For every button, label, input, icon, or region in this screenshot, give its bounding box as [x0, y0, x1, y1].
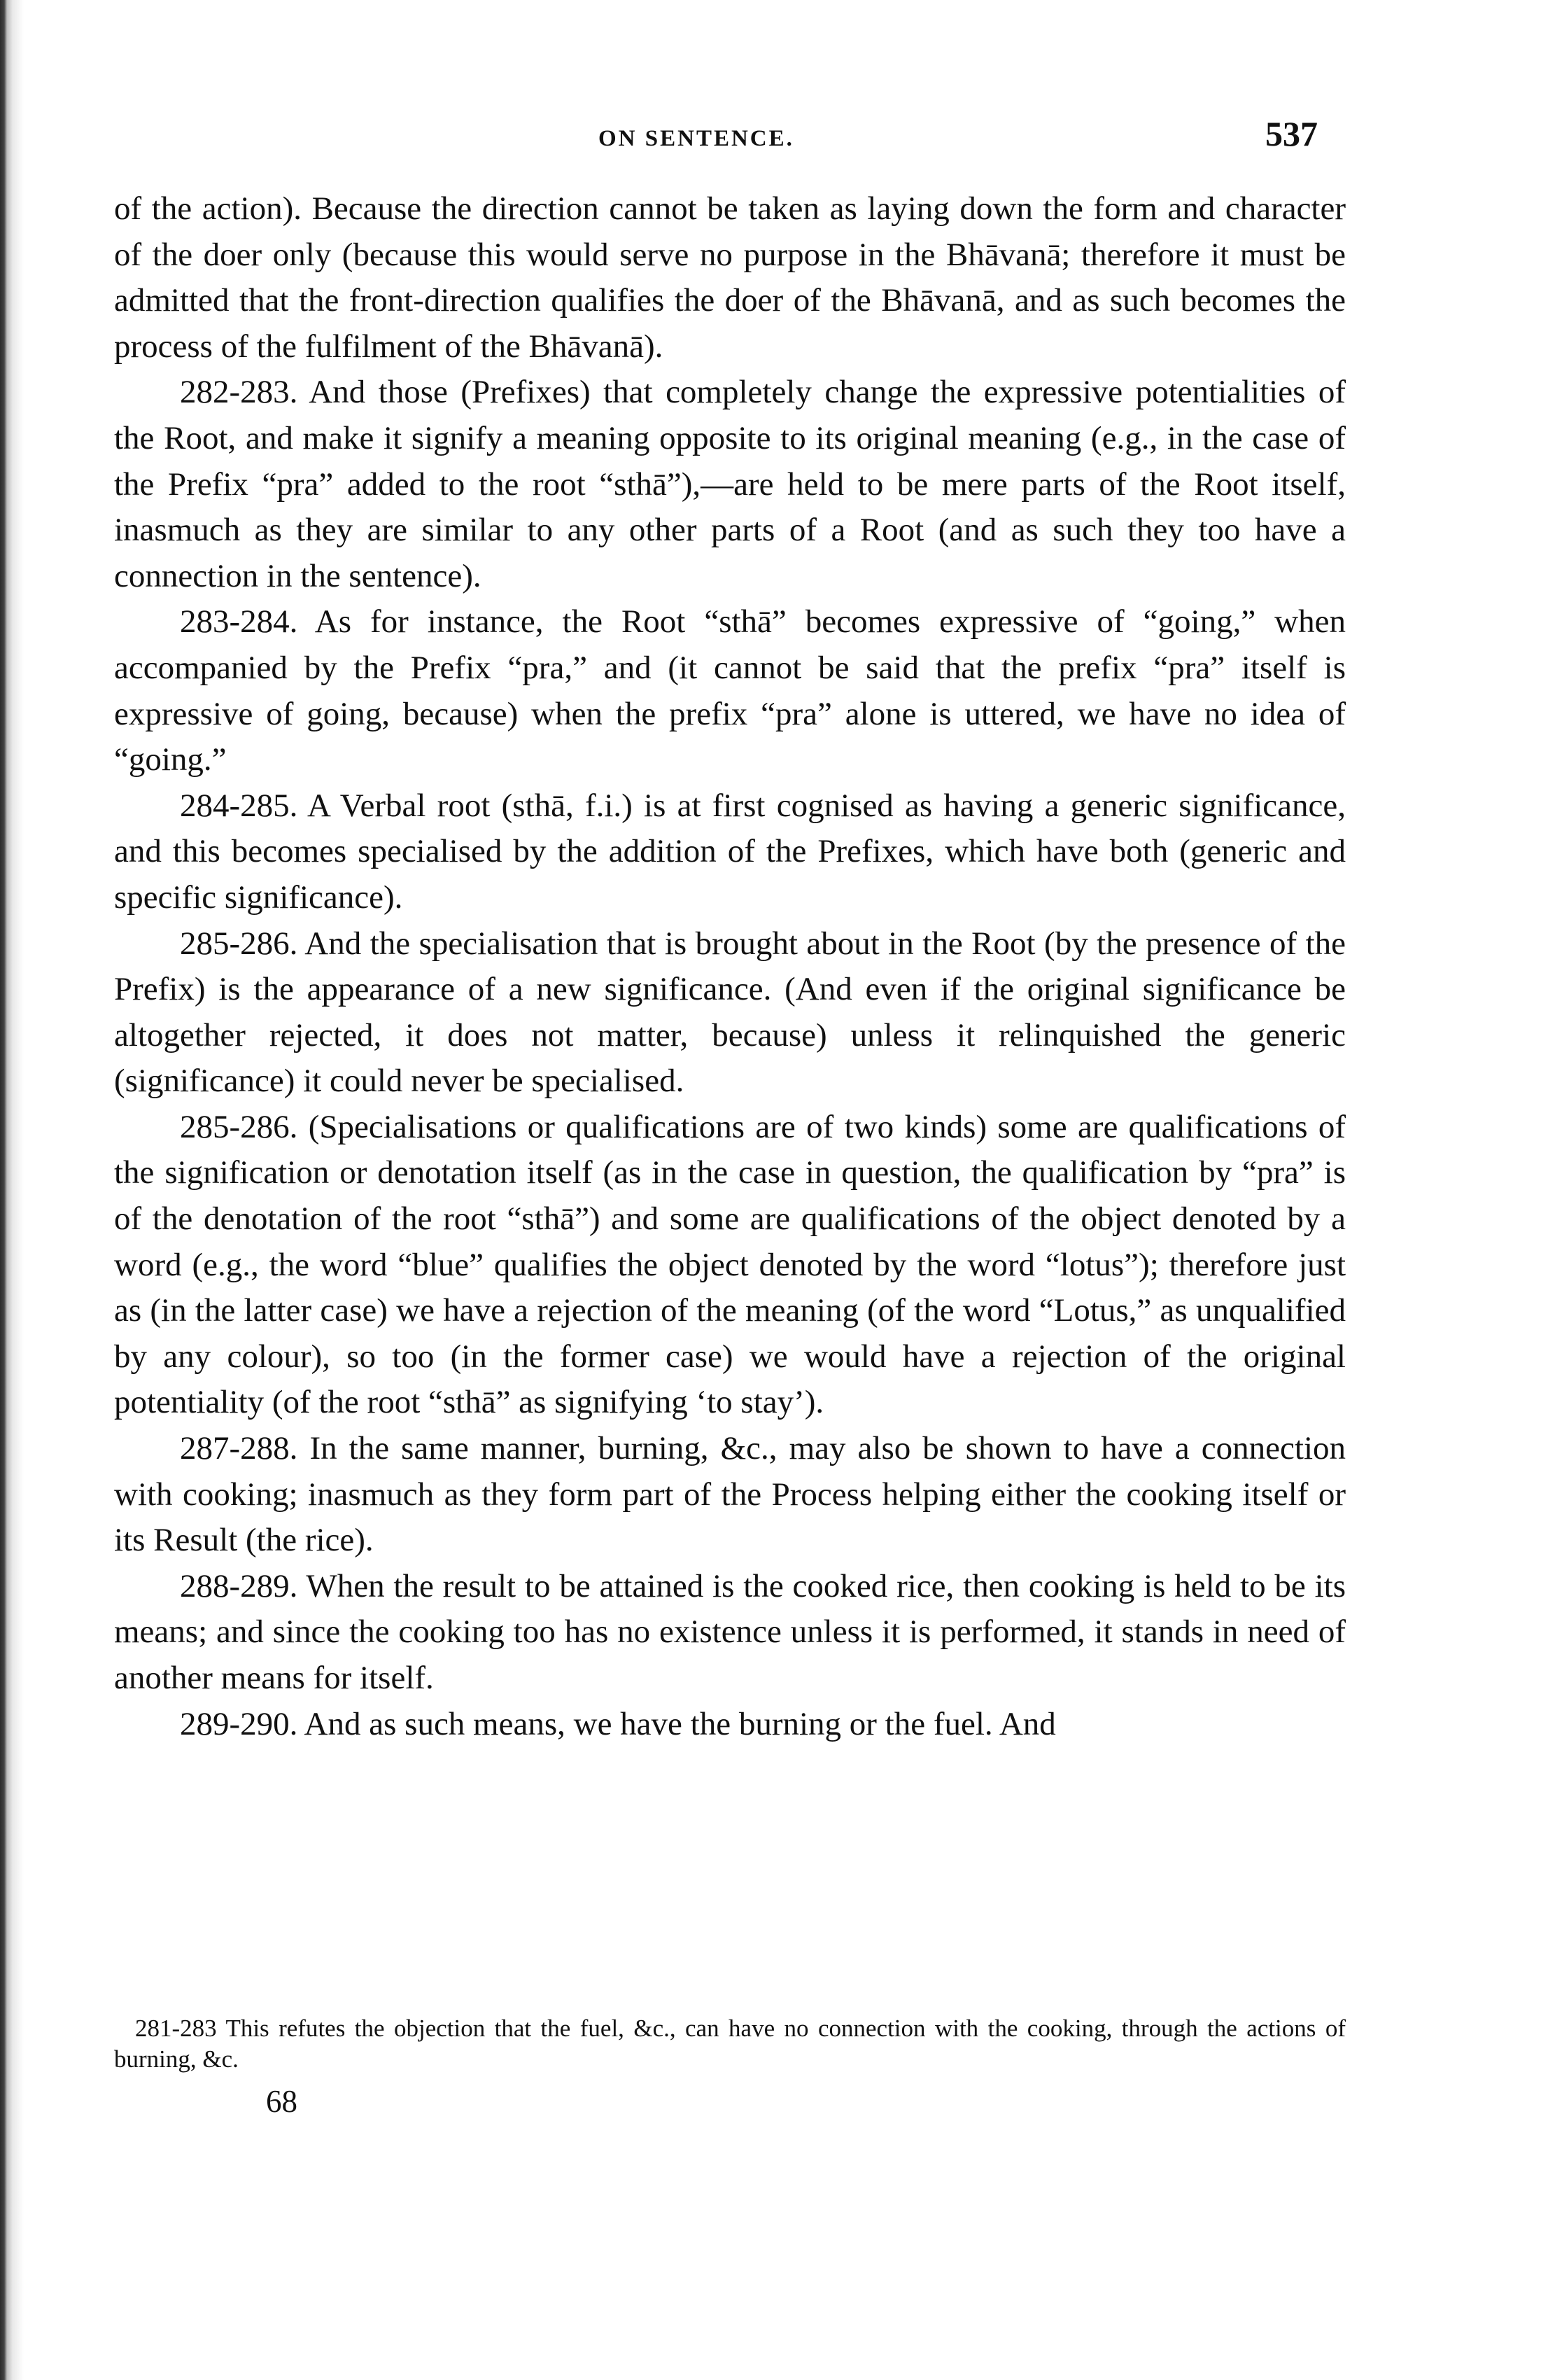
paragraph: 287-288. In the same manner, burning, &c., may also be shown to have a connection with cooking; inasmuch as they form part of the Process helping either the cooking itself or its Result (the rice). — [114, 1430, 1346, 1559]
paragraph: 284-285. A Verbal root (sthā, f.i.) is at first cognised as having a generic significance, and this becomes specialised by the addition of the Prefixes, which have both (generic and specific significance). — [114, 787, 1346, 916]
paragraph: 289-290. And as such means, we have the burning or the fuel. And — [180, 1705, 1056, 1742]
footnote — [114, 2013, 1346, 2075]
paragraph: 288-289. When the result to be attained is the cooked rice, then cooking is held to be its means; and since the cooking too has no existence unless it is performed, it stands in need of another means for itself. — [114, 1567, 1346, 1696]
main-text — [114, 186, 1346, 1747]
paragraph: 283-284. As for instance, the Root “sthā” becomes expressive of “going,” when accompanied by the Prefix “pra,” and (it cannot be said that the prefix “pra” itself is expressive of going, because) when the prefix “pra” alone is uttered, we have no idea of “going.” — [114, 603, 1346, 778]
footnote-text: 281-283 This refutes the objection that the fuel, &c., can have no connection with the cooking, through the actions of burning, &c. — [114, 2015, 1346, 2073]
signature-mark: 68 — [266, 2084, 297, 2119]
running-header: ON SENTENCE. — [598, 126, 794, 151]
paragraph: 285-286. And the specialisation that is brought about in the Root (by the presence of the Prefix) is the appearance of a new significance. (And even if the original significance be altogether rejected, it does not matter, because) unless it relinquished the generic (significance) it could never be specialised. — [114, 925, 1346, 1100]
paragraph: of the action). Because the direction cannot be taken as laying down the form and character of the doer only (because this would serve no purpose in the Bhāvanā; therefore it must be admitted that the front-direction qualifies the doer of the Bhāvanā, and as such becomes the process of the fulfilment of the Bhāvanā). — [114, 190, 1346, 365]
page-number: 537 — [1265, 114, 1318, 153]
page-binding-edge — [0, 0, 24, 2380]
paragraph: 285-286. (Specialisations or qualifications are of two kinds) some are qualifications of the signification or denotation itself (as in the case in question, the qualification by “pra” is of the denotation of the root “sthā”) and some are qualifications of the object denoted by a word (e.g., the word “blue” qualifies the object denoted by the word “lotus”); therefore just as (in the latter case) we have a rejection of the meaning (of the word “Lotus,” as unqualified by any colour), so too (in the former case) we would have a rejection of the original potentiality (of the root “sthā” as signifying ‘to stay’). — [114, 1108, 1346, 1421]
paragraph: 282-283. And those (Prefixes) that completely change the expressive potentialities of the Root, and make it signify a meaning opposite to its original meaning (e.g., in the case of the Prefix “pra” added to the root “sthā”),—are held to be mere parts of the Root itself, inasmuch as they are similar to any other parts of a Root (and as such they too have a connection in the sentence). — [114, 374, 1346, 594]
